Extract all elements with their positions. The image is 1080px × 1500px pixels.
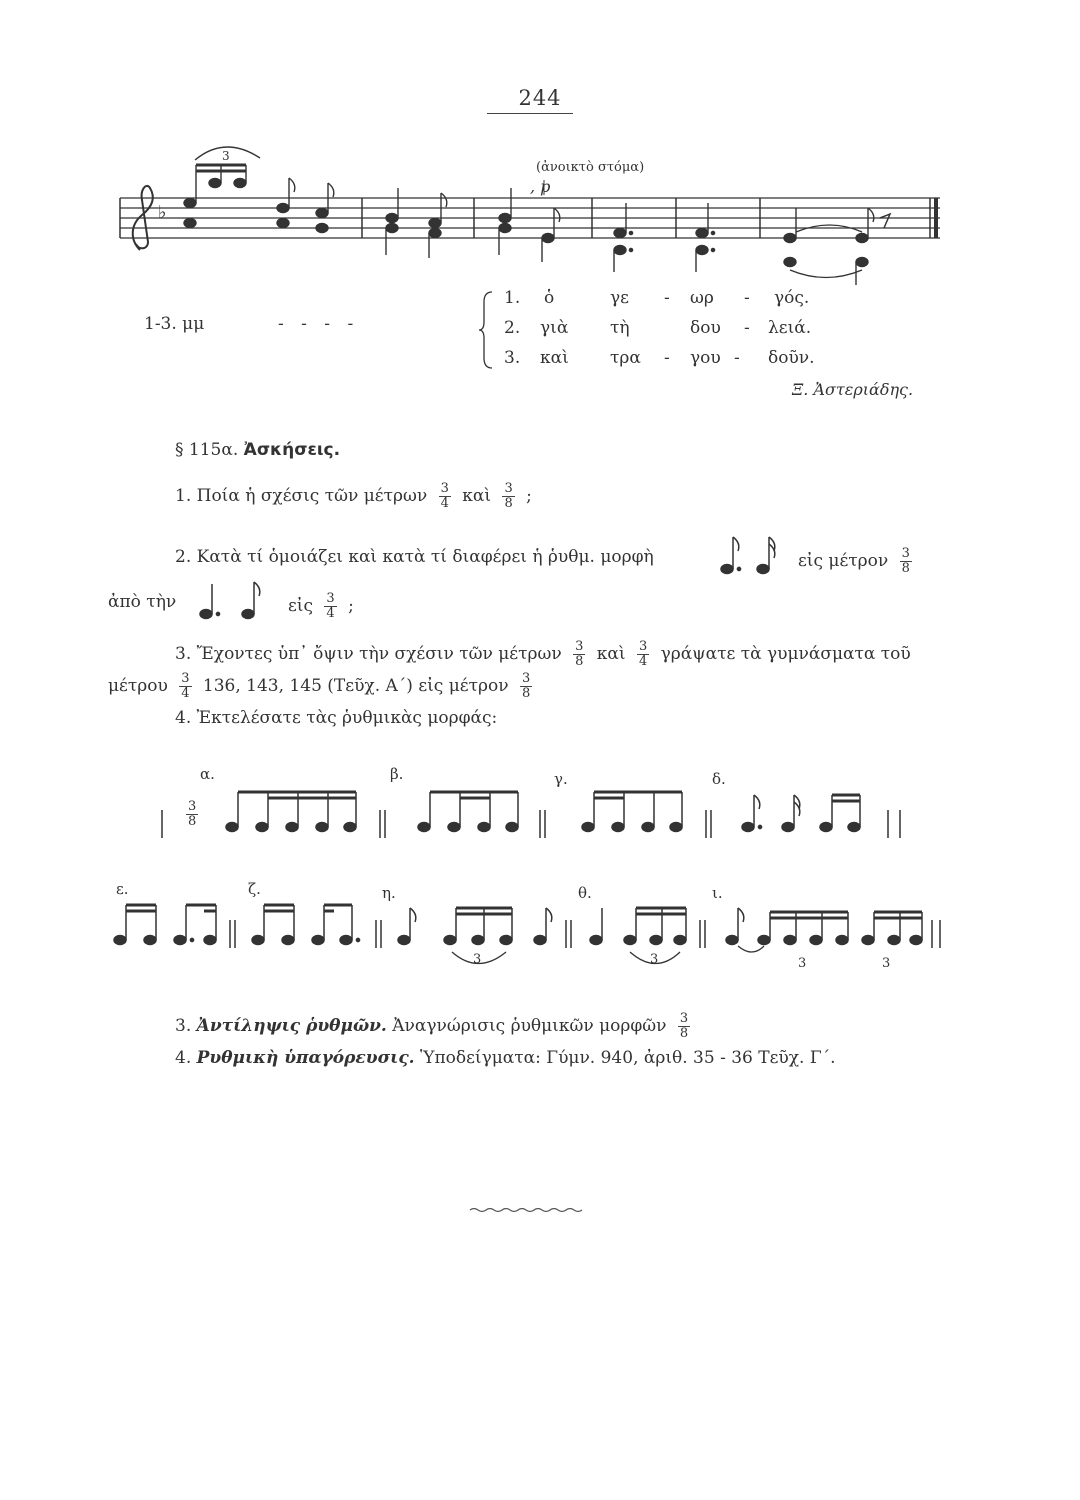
label-beta: β. (390, 765, 404, 783)
rhythm-row-2 (114, 905, 940, 948)
label-zeta: ζ. (248, 880, 261, 898)
page-number: 244 (518, 86, 562, 110)
lead-lyric: 1-3. μμ (144, 314, 205, 334)
item-4: 4. Ρυθμικὴ ὑπαγόρευσις. Ὑποδείγματα: Γύμν. 940, ἀριθ. 35 - 36 Τεῦχ. Γ΄. (175, 1048, 836, 1068)
rhythm-form-icon (715, 533, 785, 583)
triplet-iota-1: 3 (798, 956, 807, 971)
staff-lines (120, 198, 940, 238)
author: Ξ. Ἀστεριάδης. (792, 380, 914, 399)
question-2-end: εἰς $\frac{3}{4}$ ; (288, 591, 354, 621)
question-2-meter: εἰς μέτρον $\frac{3}{8}$ (798, 546, 910, 576)
label-theta: θ. (578, 884, 592, 902)
label-eta: η. (382, 884, 396, 902)
question-3-line-2: μέτρου $\frac{3}{4}$ 136, 143, 145 (Τεῦχ. Α΄) εἰς μέτρον $\frac{3}{8}$ (108, 671, 531, 701)
triplet-iota-2: 3 (882, 956, 891, 971)
label-delta: δ. (712, 770, 726, 788)
triplet-eta: 3 (473, 952, 482, 967)
triplet-theta: 3 (650, 952, 659, 967)
section-heading: § 115α. Ἀσκήσεις. (175, 440, 341, 460)
label-gamma: γ. (554, 770, 568, 788)
lead-dashes: - - - - (278, 314, 360, 334)
question-4: 4. Ἐκτελέσατε τὰς ῥυθμικὰς μορφάς: (175, 708, 498, 728)
question-2-line-2: ἀπὸ τὴν (108, 592, 177, 612)
item-3: 3. Ἀντίληψις ῥυθμῶν. Ἀναγνώρισις ῥυθμικῶν μορφῶν $\frac{3}{8}$ (175, 1011, 689, 1041)
label-iota: ι. (712, 884, 723, 902)
question-1: 1. Ποία ἡ σχέσις τῶν μέτρων $\frac{3}{4}$ καὶ $\frac{3}{8}$ ; (175, 481, 532, 511)
rhythm-form-icon-2 (194, 578, 270, 628)
label-epsilon: ε. (116, 880, 129, 898)
question-2-line-1: 2. Κατὰ τί ὁμοιάζει καὶ κατὰ τί διαφέρει ἡ ῥυθμ. μορφὴ (175, 547, 654, 567)
rhythm-row-1 (162, 792, 900, 838)
dynamic-marking: , p (530, 177, 551, 196)
label-alpha: α. (200, 765, 215, 783)
notes (184, 165, 874, 285)
question-3-line-1: 3. Ἔχοντες ὑπ᾽ ὄψιν τὴν σχέσιν τῶν μέτρων $\frac{3}{8}$ καὶ $\frac{3}{4}$ γράψατε τὰ γυμνάσματα τοῦ (175, 639, 911, 669)
tempo-marking: (ἀνοικτὸ στόμα) (536, 160, 645, 175)
svg-text:3: 3 (222, 149, 230, 163)
time-signature: $\frac{3}{8}$ (188, 799, 197, 829)
flat-icon: ♭ (158, 202, 167, 223)
